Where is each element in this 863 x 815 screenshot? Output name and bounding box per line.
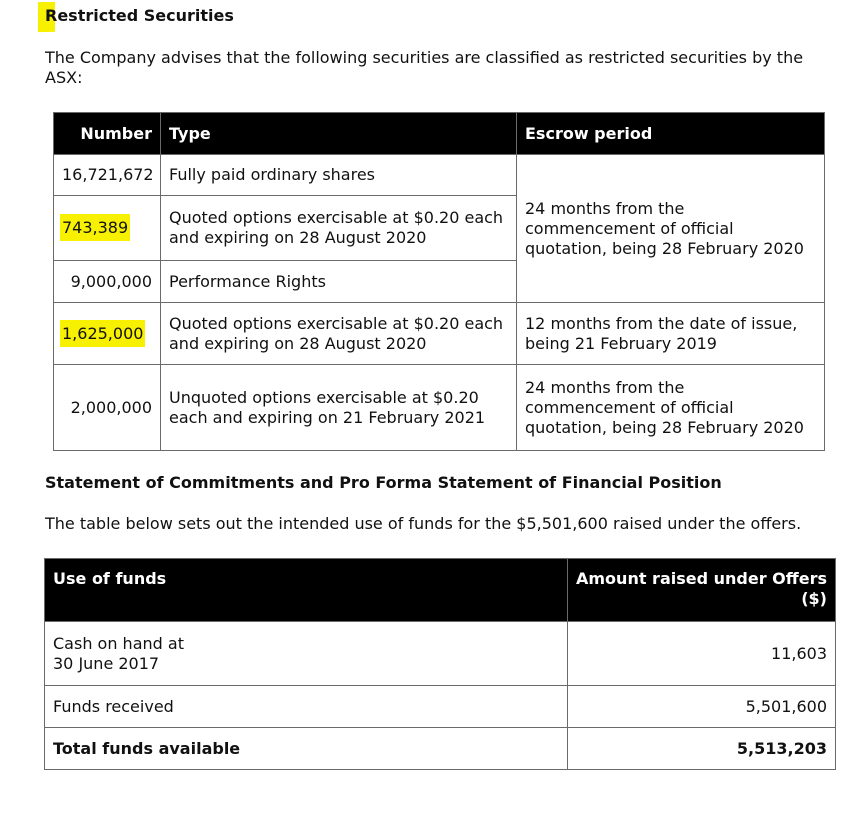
- cash-on-hand-label: Cash on hand at 30 June 2017: [53, 633, 184, 673]
- cell-escrow-group: 24 months from the commencement of official quotation, being 28 February 2020: [517, 155, 825, 303]
- cell-type: Unquoted options exercisable at $0.20 each and expiring on 21 February 2021: [161, 365, 517, 451]
- highlighted-number: 743,389: [60, 214, 130, 241]
- restricted-securities-table: [53, 112, 825, 451]
- highlighted-number: 1,625,000: [60, 320, 145, 347]
- intro-paragraph: The Company advises that the following securities are classified as restricted securities by the ASX:: [45, 48, 804, 87]
- cell-use-label: [45, 622, 568, 686]
- cell-type: Quoted options exercisable at $0.20 each and expiring on 28 August 2020: [161, 303, 517, 365]
- table-row: [54, 365, 825, 451]
- header-number: Number: [54, 113, 161, 155]
- table-header-row: [45, 559, 836, 622]
- cell-amount: 11,603: [568, 622, 836, 686]
- cell-number: [54, 303, 161, 365]
- table-header-row: [54, 113, 825, 155]
- header-use-of-funds: Use of funds: [45, 559, 568, 622]
- cell-number: 16,721,672: [54, 155, 161, 196]
- commitments-heading: Statement of Commitments and Pro Forma Statement of Financial Position: [45, 473, 722, 492]
- cell-number: 2,000,000: [54, 365, 161, 451]
- use-of-funds-table: [44, 558, 836, 770]
- funds-intro-paragraph: The table below sets out the intended use of funds for the $5,501,600 raised under the offers.: [45, 514, 802, 533]
- cell-total-amount: 5,513,203: [568, 728, 836, 770]
- cell-escrow: 24 months from the commencement of official quotation, being 28 February 2020: [517, 365, 825, 451]
- cell-escrow: 12 months from the date of issue, being 21 February 2019: [517, 303, 825, 365]
- cell-type: Performance Rights: [161, 261, 517, 303]
- table-row: [54, 303, 825, 365]
- header-type: Type: [161, 113, 517, 155]
- table-row: [45, 686, 836, 728]
- cell-number: 9,000,000: [54, 261, 161, 303]
- total-row: [45, 728, 836, 770]
- cell-number: [54, 196, 161, 261]
- cell-total-label: Total funds available: [45, 728, 568, 770]
- cell-type: Fully paid ordinary shares: [161, 155, 517, 196]
- section-heading: Restricted Securities: [45, 6, 234, 25]
- header-amount: Amount raised under Offers ($): [568, 559, 836, 622]
- header-escrow-period: Escrow period: [517, 113, 825, 155]
- table-row: [54, 155, 825, 196]
- cell-use-label: Funds received: [45, 686, 568, 728]
- cell-type: Quoted options exercisable at $0.20 each and expiring on 28 August 2020: [161, 196, 517, 261]
- cell-amount: 5,501,600: [568, 686, 836, 728]
- table-row: [45, 622, 836, 686]
